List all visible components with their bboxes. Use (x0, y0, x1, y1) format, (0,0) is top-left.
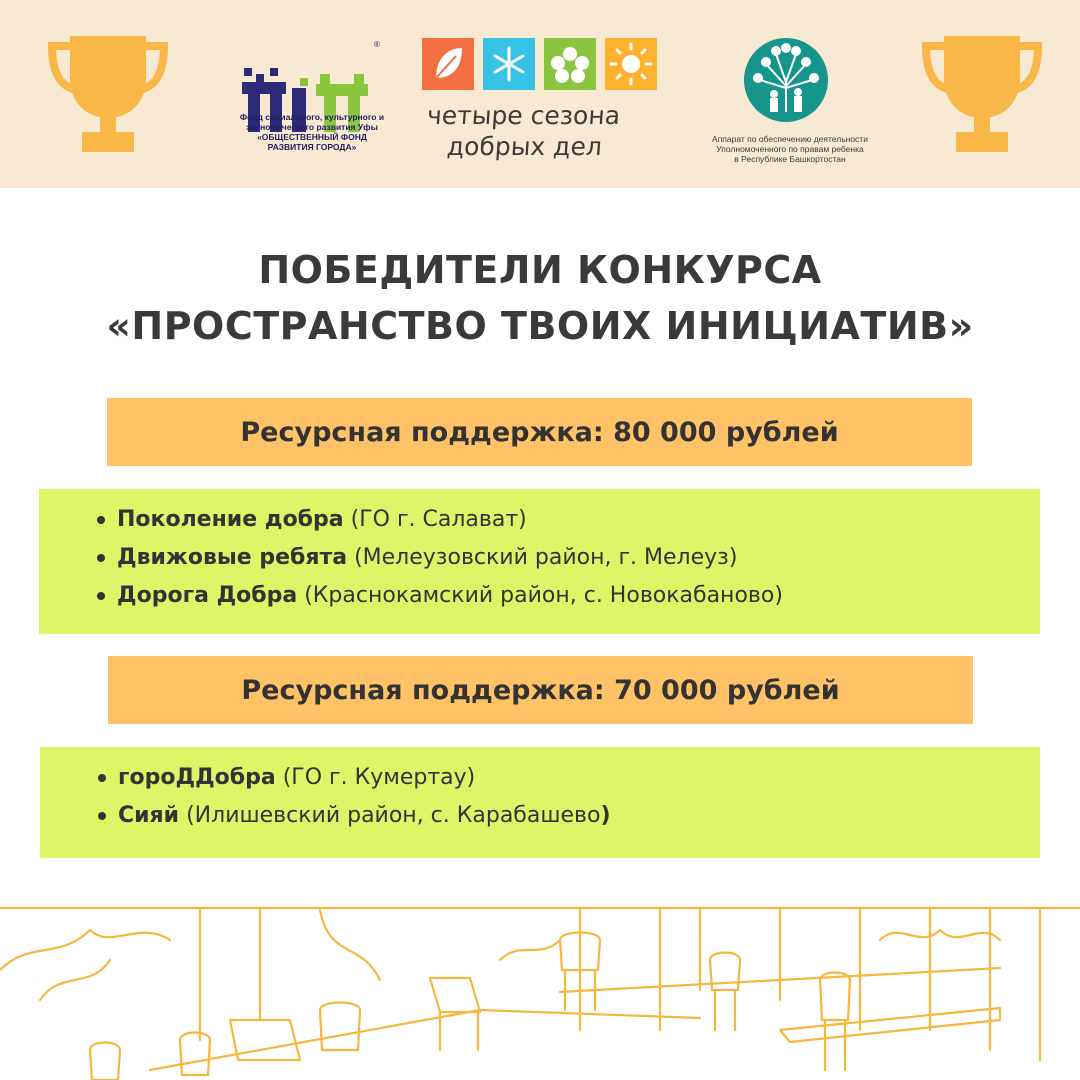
header-banner (0, 0, 1080, 188)
project-place: (Краснокамский район, с. Новокабаново) (297, 583, 783, 608)
fund-caption-line: Фонд социального, культурного и (239, 112, 385, 122)
seasons-icons (422, 36, 658, 92)
bullet-icon (98, 774, 106, 782)
ombudsman-logo-mark (740, 36, 832, 128)
ombudsman-logo-caption (690, 134, 890, 164)
ombudsman-caption-line: в Республике Башкортостан (734, 154, 846, 164)
project-place: (ГО г. Салават) (343, 507, 527, 532)
bullet-icon (98, 812, 106, 820)
support-heading-70000: Ресурсная поддержка: 70 000 рублей (108, 656, 973, 724)
bullet-icon (97, 592, 105, 600)
fund-caption-line: экономического развития Уфы (246, 122, 378, 132)
fund-caption-line: РАЗВИТИЯ ГОРОДА» (267, 142, 357, 152)
list-item (117, 501, 1040, 539)
bullet-icon (97, 516, 105, 524)
list-item (117, 539, 1040, 577)
project-place: (ГО г. Кумертау) (275, 765, 476, 790)
support-heading-80000: Ресурсная поддержка: 80 000 рублей (107, 398, 972, 466)
page-title (0, 242, 1080, 354)
coworking-sketch-illustration (0, 900, 1080, 1080)
list-item (117, 577, 1040, 615)
slogan-line-2: добрых дел (445, 132, 603, 161)
list-item (118, 797, 1040, 835)
bullet-icon (97, 554, 105, 562)
seasons-slogan (424, 100, 668, 162)
trophy-icon-right (922, 30, 1042, 158)
winners-list-70000 (40, 747, 1040, 858)
fund-caption-line: «ОБЩЕСТВЕННЫЙ ФОНД (257, 132, 367, 142)
project-name: Сияй (118, 803, 180, 828)
title-line-2: «ПРОСТРАНСТВО ТВОИХ ИНИЦИАТИВ» (106, 304, 974, 348)
ombudsman-caption-line: Аппарат по обеспечению деятельности (712, 134, 868, 144)
list-item (118, 759, 1040, 797)
project-place: (Мелеузовский район, г. Мелеуз) (347, 545, 738, 570)
project-place: (Илишевский район, с. Карабашево (179, 803, 601, 828)
leaf-icon (422, 38, 474, 90)
project-name: Движовые ребята (117, 545, 348, 570)
fund-logo-caption (232, 112, 392, 152)
trophy-icon-left (48, 30, 168, 158)
ombudsman-caption-line: Уполномоченного по правам ребенка (716, 144, 864, 154)
winners-list-80000 (39, 489, 1040, 634)
sun-icon (605, 38, 657, 90)
registered-mark: ® (374, 40, 380, 49)
flower-icon (544, 38, 596, 90)
project-name: Дорога Добра (117, 583, 298, 608)
title-line-1: ПОБЕДИТЕЛИ КОНКУРСА (258, 248, 822, 292)
project-name: Поколение добра (117, 507, 344, 532)
project-name: гороДДобра (118, 765, 276, 790)
fund-logo-mark (230, 36, 400, 176)
snowflake-icon (483, 38, 535, 90)
closing-paren: ) (600, 803, 611, 828)
slogan-line-1: четыре сезона (426, 101, 622, 130)
